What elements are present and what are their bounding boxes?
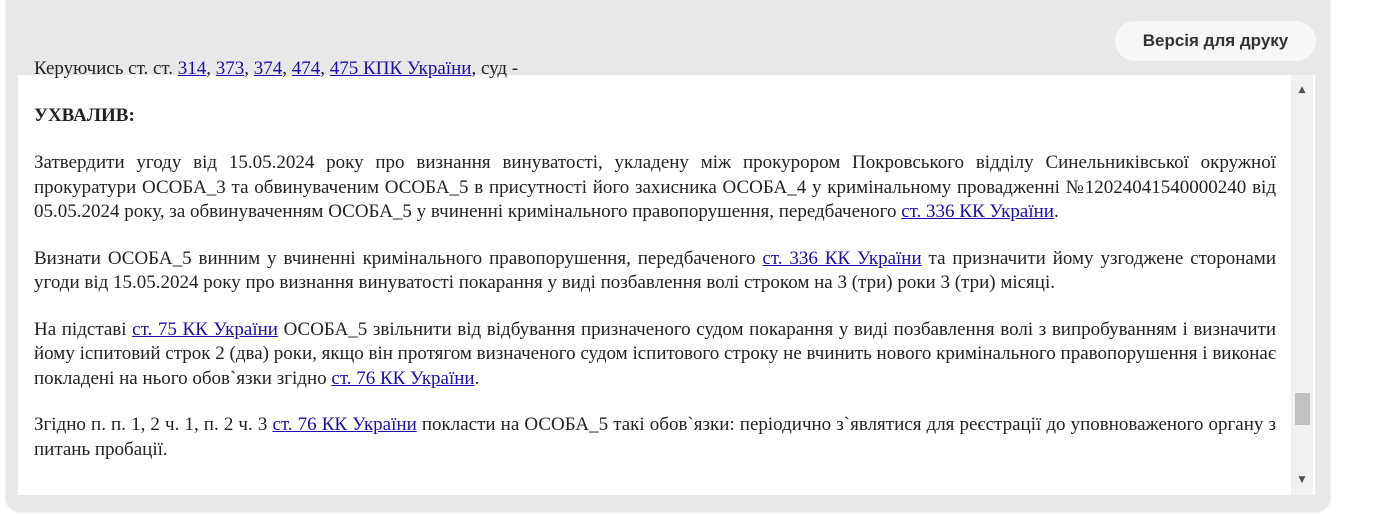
paragraph-3: На підставі ст. 75 КК України ОСОБА_5 звільнити від відбування призначеного судом покарання у виді позбавлення волі з випробуванням і визначити йому іспитовий строк 2 (два) роки, якщо він протягом визначеного судом іспитового строку не вчинить нового кримінального правопорушення і виконає покладені на нього обов`язки згідно ст. 76 КК України. — [34, 318, 1277, 389]
clipped-line: Керуючись ст. ст. 314, 373, 374, 474, 475 КПК України, суд - — [34, 58, 519, 79]
paragraph-2: Визнати ОСОБА_5 винним у вчиненні кримінального правопорушення, передбаченого ст. 336 КК України та призначити йому узгоджене сторонами угоди від 15.05.2024 року про визнання винуватості покарання у виді позбавлення волі строком на 3 (три) роки 3 (три) місяці. — [34, 247, 1276, 293]
document-content — [34, 57, 1276, 484]
link-art-336-kk[interactable]: ст. 336 КК України — [762, 247, 922, 269]
paragraph-4: Згідно п. п. 1, 2 ч. 1, п. 2 ч. 3 ст. 76 КК України покласти на ОСОБА_5 такі обов`язки: періодично з`являтися для реєстрації до уповноваженого органу з питань пробації. — [34, 414, 1276, 460]
link-art-336-kk[interactable]: ст. 336 КК України — [901, 201, 1054, 222]
vertical-scrollbar[interactable] — [1291, 75, 1313, 495]
link-art-475-kpk[interactable]: 475 КПК України — [329, 58, 472, 79]
link-art-75-kk[interactable]: ст. 75 КК України — [132, 318, 278, 340]
link-art-76-kk[interactable]: ст. 76 КК України — [331, 367, 475, 389]
link-art-314[interactable]: 314 — [177, 58, 207, 79]
link-art-373[interactable]: 373 — [215, 58, 245, 79]
scrollbar-thumb[interactable] — [1295, 393, 1310, 425]
print-version-button[interactable]: Версія для друку — [1115, 21, 1316, 61]
ruling-heading: УХВАЛИВ: — [34, 104, 135, 126]
link-art-76-kk[interactable]: ст. 76 КК України — [272, 414, 417, 435]
scroll-down-icon[interactable]: ▼ — [1298, 475, 1306, 485]
link-art-474[interactable]: 474 — [291, 58, 321, 79]
link-art-374[interactable]: 374 — [253, 58, 283, 79]
document-viewer[interactable] — [18, 58, 1315, 495]
paragraph-1: Затвердити угоду від 15.05.2024 року про визнання винуватості, укладену між прокурором Покровського відділу Синельниківської окружної прокуратури ОСОБА_3 та обвинуваченим ОСОБА_5 в присутності його захисника ОСОБА_4 у кримінальному провадженні №12024041540000240 від 05.05.2024 року, за обвинуваченням ОСОБА_5 у вчиненні кримінального правопорушення, передбаченого ст. 336 КК України. — [34, 152, 1276, 222]
scroll-up-icon[interactable]: ▲ — [1298, 85, 1306, 95]
